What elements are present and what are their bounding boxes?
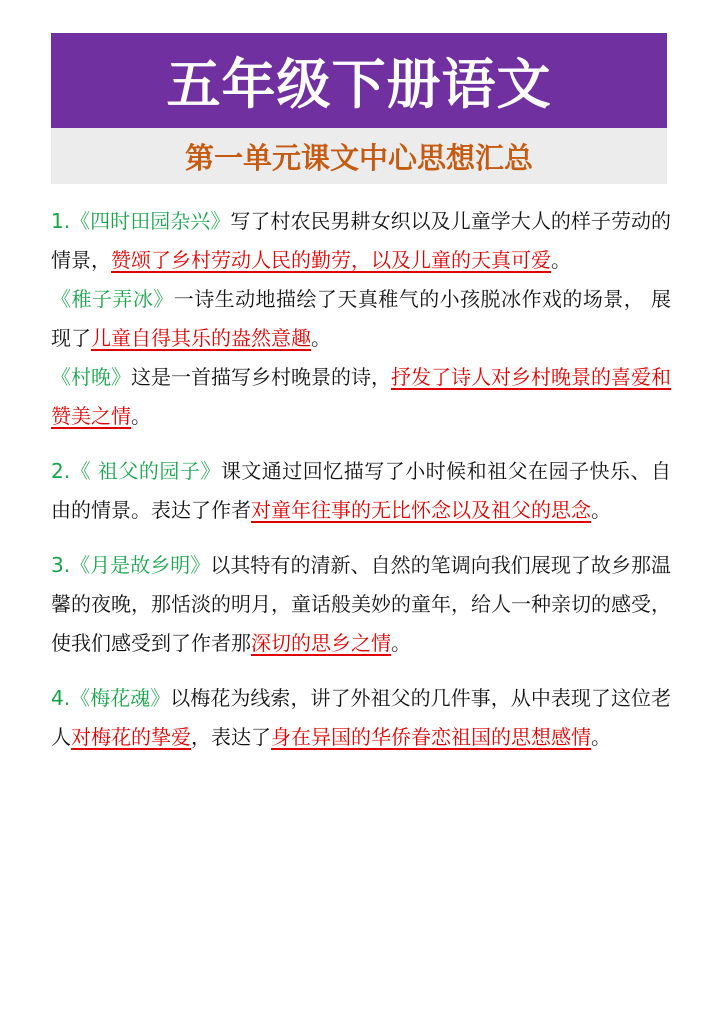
central-idea-highlight: 儿童自得其乐的盎然意趣 bbox=[91, 326, 311, 350]
section-1-poem-1 bbox=[51, 202, 671, 280]
section-number: 1. bbox=[51, 209, 71, 233]
poem-title: 《村晚》 bbox=[51, 365, 131, 389]
central-idea-highlight: 身在异国的华侨眷恋祖国的思想感情 bbox=[271, 725, 591, 749]
title-banner bbox=[51, 33, 667, 128]
punctuation: 。 bbox=[131, 404, 151, 428]
summary-text: 一诗生动地描绘了天真稚气的小孩脱冰作戏的场景， 展现了 bbox=[51, 287, 672, 350]
poem-title: 《稚子弄冰》 bbox=[51, 287, 174, 311]
summary-text: 以梅花为线索，讲了外祖父的几件事，从中表现了这位老人 bbox=[51, 686, 672, 749]
page-title: 五年级下册语文 bbox=[166, 53, 552, 116]
punctuation: 。 bbox=[551, 248, 571, 272]
central-idea-highlight: 对梅花的挚爱 bbox=[71, 725, 191, 749]
section-number: 2. bbox=[51, 459, 71, 483]
poem-title: 《四时田园杂兴》 bbox=[70, 209, 231, 233]
section-4 bbox=[51, 679, 671, 757]
subtitle-bar bbox=[51, 128, 667, 184]
central-idea-highlight: 抒发了诗人对乡村晚景的喜爱和赞美之情 bbox=[51, 365, 671, 428]
section-3 bbox=[51, 546, 671, 663]
punctuation: 。 bbox=[391, 631, 411, 655]
lesson-title: 《月是故乡明》 bbox=[70, 553, 211, 577]
page-subtitle: 第一单元课文中心思想汇总 bbox=[184, 140, 533, 175]
section-number: 4. bbox=[51, 686, 71, 710]
lesson-title: 《 祖父的园子》 bbox=[70, 459, 221, 483]
punctuation: 。 bbox=[591, 725, 611, 749]
central-idea-highlight: 赞颂了乡村劳动人民的勤劳，以及儿童的天真可爱 bbox=[111, 248, 551, 272]
central-idea-highlight: 对童年往事的无比怀念以及祖父的思念 bbox=[251, 498, 591, 522]
content-body bbox=[51, 202, 671, 757]
lesson-title: 《梅花魂》 bbox=[70, 686, 171, 710]
section-2 bbox=[51, 452, 671, 530]
summary-text: 以其特有的清新、自然的笔调向我们展现了故乡那温馨的夜晚，那恬淡的明月，童话般美妙的童年，给人一种亲切的感受，使我们感受到了作者那 bbox=[51, 553, 672, 655]
summary-text: 这是一首描写乡村晚景的诗， bbox=[131, 365, 391, 389]
section-1-poem-2 bbox=[51, 280, 671, 358]
summary-text: 课文通过回忆描写了小时候和祖父在园子快乐、自由的情景。表达了作者 bbox=[51, 459, 672, 522]
summary-text: 写了村农民男耕女织以及儿童学大人的样子劳动的情景， bbox=[51, 209, 672, 272]
section-number: 3. bbox=[51, 553, 71, 577]
central-idea-highlight: 深切的思乡之情 bbox=[251, 631, 391, 655]
summary-text: ，表达了 bbox=[191, 725, 271, 749]
punctuation: 。 bbox=[311, 326, 331, 350]
section-1-poem-3 bbox=[51, 358, 671, 436]
punctuation: 。 bbox=[591, 498, 611, 522]
